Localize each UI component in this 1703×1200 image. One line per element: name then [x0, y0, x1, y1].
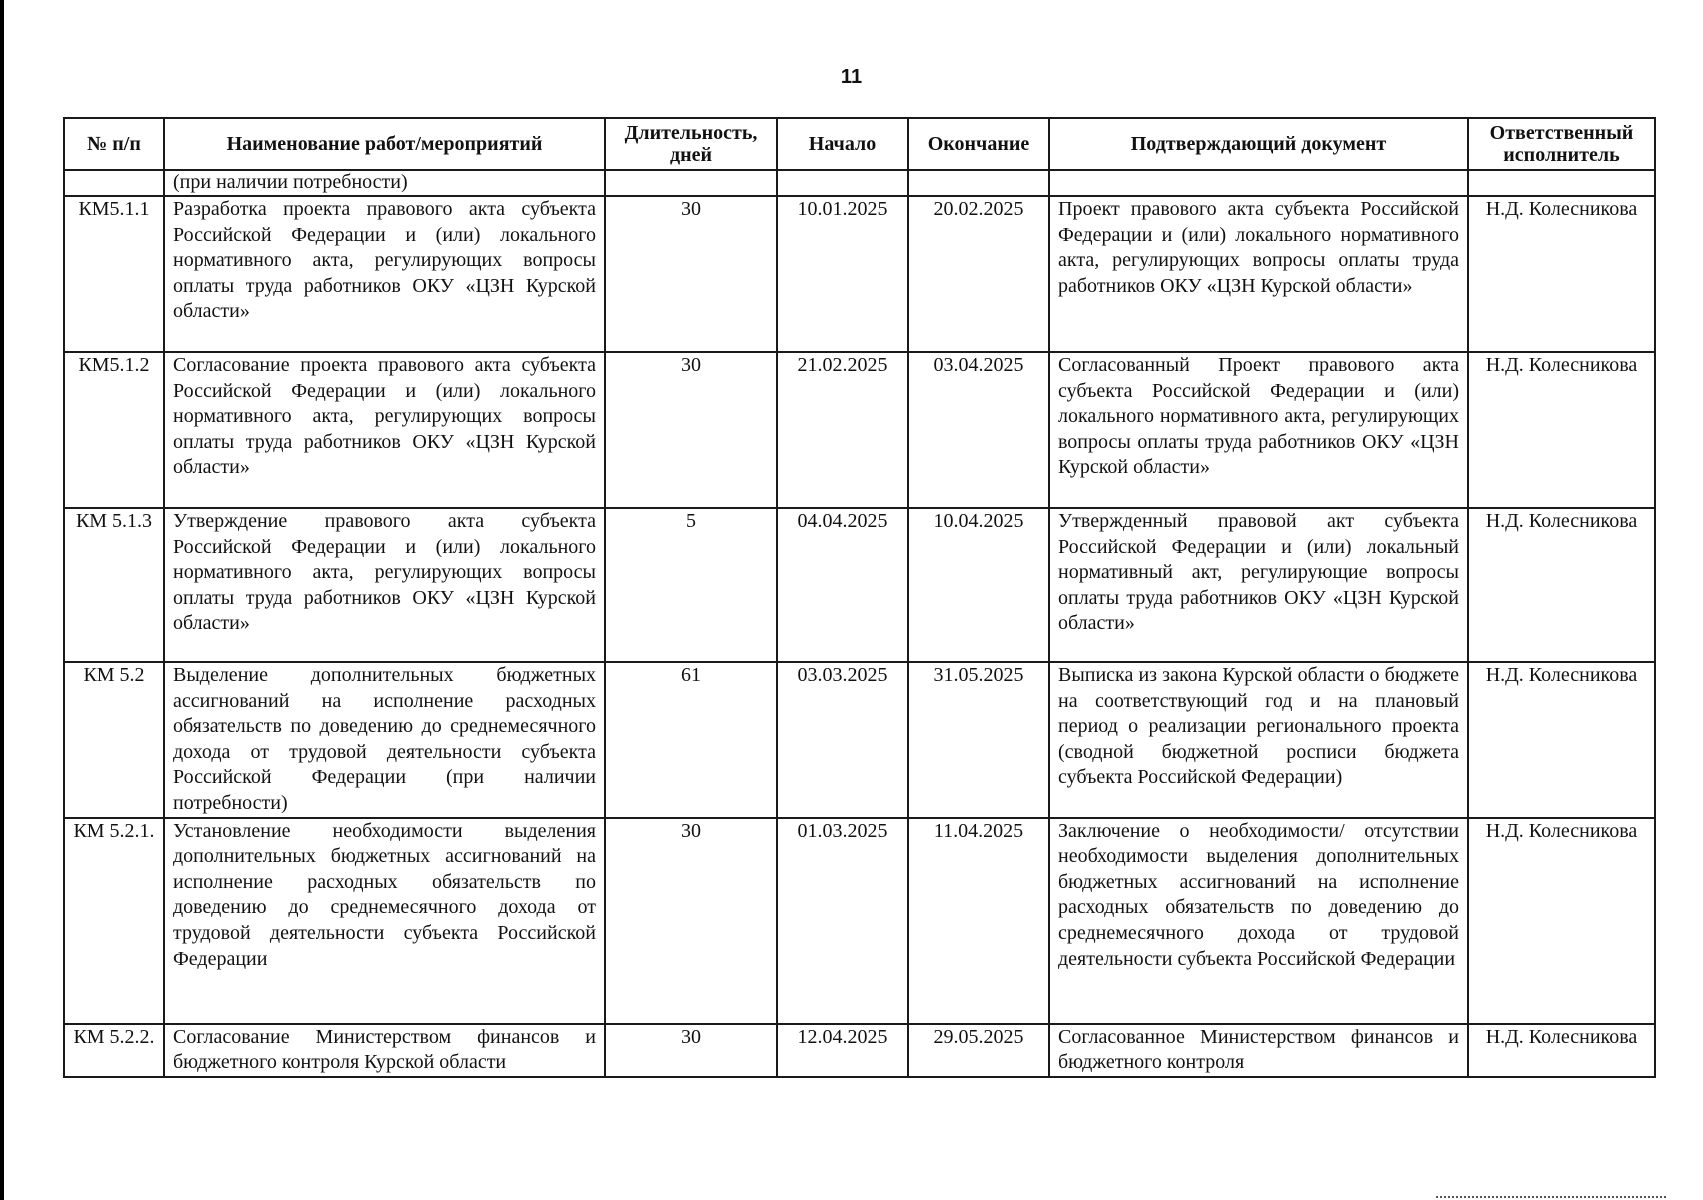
row-responsible: Н.Д. Колесникова [1468, 352, 1655, 508]
table-row [64, 352, 1655, 508]
row-start: 10.01.2025 [777, 196, 908, 352]
table-row [64, 662, 1655, 818]
continuation-row [64, 170, 1655, 196]
row-start: 01.03.2025 [777, 818, 908, 1024]
row-start: 04.04.2025 [777, 508, 908, 662]
row-name: Выделение дополнительных бюджетных ассигнований на исполнение расходных обязательств по доведению до среднемесячного дохода от трудовой деятельности субъекта Российской Федерации (при наличии потребности) [164, 662, 605, 818]
row-responsible: Н.Д. Колесникова [1468, 508, 1655, 662]
row-end: 31.05.2025 [908, 662, 1049, 818]
row-responsible: Н.Д. Колесникова [1468, 818, 1655, 1024]
row-doc: Согласованное Министерством финансов и бюджетного контроля [1049, 1024, 1468, 1077]
row-doc: Утвержденный правовой акт субъекта Российской Федерации и (или) локальный нормативный акт, регулирующие вопросы оплаты труда работников ОКУ «ЦЗН Курской области» [1049, 508, 1468, 662]
row-duration: 61 [605, 662, 777, 818]
row-start: 12.04.2025 [777, 1024, 908, 1077]
activity-table [63, 117, 1656, 1078]
row-name: Согласование проекта правового акта субъекта Российской Федерации и (или) локального нормативного акта, регулирующих вопросы оплаты труда работников ОКУ «ЦЗН Курской области» [164, 352, 605, 508]
row-duration: 30 [605, 352, 777, 508]
row-end: 11.04.2025 [908, 818, 1049, 1024]
row-end: 20.02.2025 [908, 196, 1049, 352]
row-name: Согласование Министерством финансов и бюджетного контроля Курской области [164, 1024, 605, 1077]
row-name: Утверждение правового акта субъекта Российской Федерации и (или) локального нормативного акта, регулирующих вопросы оплаты труда работников ОКУ «ЦЗН Курской области» [164, 508, 605, 662]
row-duration: 30 [605, 1024, 777, 1077]
row-doc: Заключение о необходимости/ отсутствии необходимости выделения дополнительных бюджетных ассигнований на исполнение расходных обязательств по доведению до среднемесячного дохода от трудовой деятельности субъекта Российской Федерации [1049, 818, 1468, 1024]
row-end: 10.04.2025 [908, 508, 1049, 662]
row-start: 21.02.2025 [777, 352, 908, 508]
row-duration: 30 [605, 818, 777, 1024]
row-name: Установление необходимости выделения дополнительных бюджетных ассигнований на исполнение расходных обязательств по доведению до среднемесячного дохода от трудовой деятельности субъекта Российской Федерации [164, 818, 605, 1024]
row-responsible: Н.Д. Колесникова [1468, 196, 1655, 352]
header-doc: Подтверждающий документ [1049, 118, 1468, 170]
page-number: 11 [840, 66, 863, 88]
row-name: Разработка проекта правового акта субъекта Российской Федерации и (или) локального нормативного акта, регулирующих вопросы оплаты труда работников ОКУ «ЦЗН Курской области» [164, 196, 605, 352]
continuation-text: (при наличии потребности) [164, 170, 605, 196]
row-end: 29.05.2025 [908, 1024, 1049, 1077]
table-header-row [64, 118, 1655, 170]
row-num: КМ 5.2 [64, 662, 164, 818]
header-responsible: Ответственный исполнитель [1468, 118, 1655, 170]
scan-edge [0, 0, 4, 1200]
header-num: № п/п [64, 118, 164, 170]
row-end: 03.04.2025 [908, 352, 1049, 508]
header-end: Окончание [908, 118, 1049, 170]
row-responsible: Н.Д. Колесникова [1468, 1024, 1655, 1077]
row-num: КМ5.1.2 [64, 352, 164, 508]
row-doc: Проект правового акта субъекта Российской Федерации и (или) локального нормативного акта, регулирующих вопросы оплаты труда работников ОКУ «ЦЗН Курской области» [1049, 196, 1468, 352]
row-responsible: Н.Д. Колесникова [1468, 662, 1655, 818]
table-row [64, 508, 1655, 662]
row-duration: 30 [605, 196, 777, 352]
table-row [64, 818, 1655, 1024]
row-num: КМ 5.2.1. [64, 818, 164, 1024]
header-name: Наименование работ/мероприятий [164, 118, 605, 170]
row-num: КМ 5.2.2. [64, 1024, 164, 1077]
row-start: 03.03.2025 [777, 662, 908, 818]
table-row [64, 1024, 1655, 1077]
row-num: КМ5.1.1 [64, 196, 164, 352]
table-row [64, 196, 1655, 352]
row-duration: 5 [605, 508, 777, 662]
row-doc: Согласованный Проект правового акта субъекта Российской Федерации и (или) локального нормативного акта, регулирующих вопросы оплаты труда работников ОКУ «ЦЗН Курской области» [1049, 352, 1468, 508]
row-doc: Выписка из закона Курской области о бюджете на соответствующий год и на плановый период о реализации регионального проекта (сводной бюджетной росписи бюджета субъекта Российской Федерации) [1049, 662, 1468, 818]
row-num: КМ 5.1.3 [64, 508, 164, 662]
scan-artifact [1436, 1196, 1666, 1200]
header-duration: Длительность, дней [605, 118, 777, 170]
header-start: Начало [777, 118, 908, 170]
